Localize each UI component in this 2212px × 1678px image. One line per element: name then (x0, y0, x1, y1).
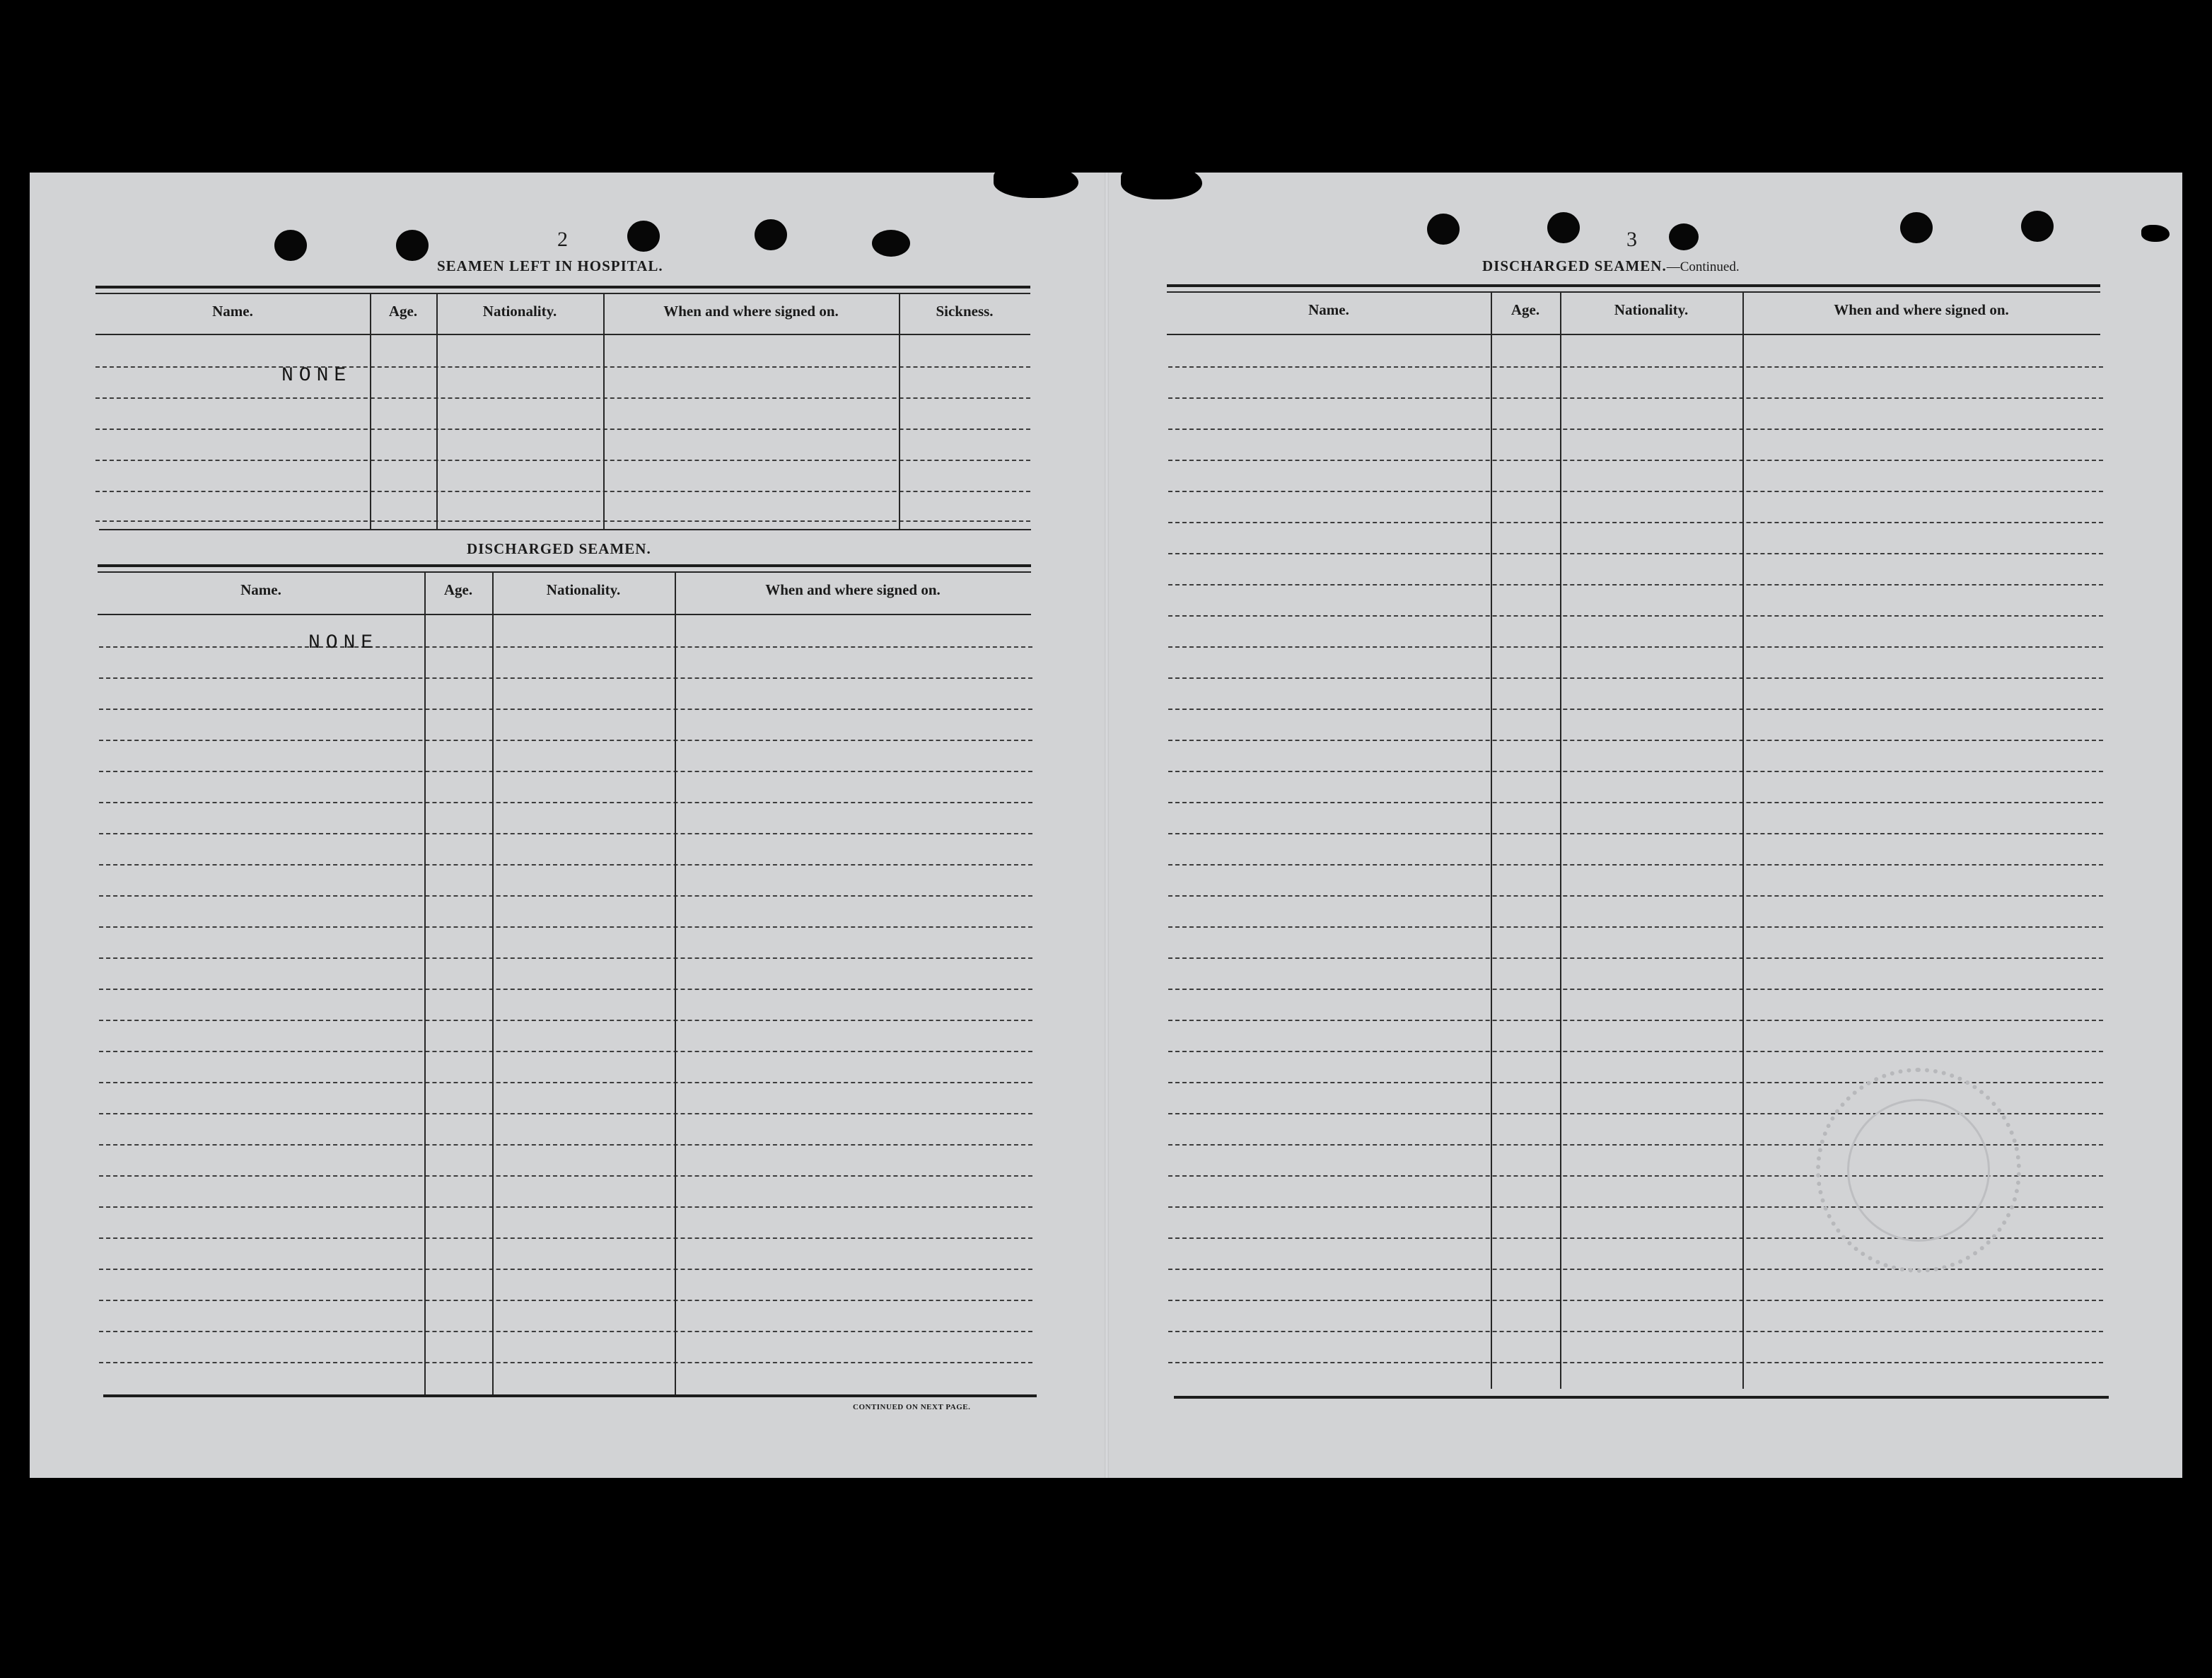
continued-col-nationality: Nationality. (1614, 301, 1689, 318)
continued-entry-line (1168, 926, 2103, 928)
discharged-entry-line (99, 709, 1032, 710)
continued-entry-line (1168, 802, 2103, 803)
discharged-col-age: Age. (443, 581, 473, 598)
continued-entry-line (1168, 771, 2103, 772)
discharged-entry-line (99, 1300, 1032, 1301)
faded-stamp-inner (1847, 1099, 1990, 1242)
continued-col-signed-on: When and where signed on. (1834, 301, 2009, 318)
continued-entry-line (1168, 1051, 2103, 1052)
discharged-entry-line (99, 926, 1032, 928)
hospital-table-bottom-rule (99, 529, 1031, 530)
hospital-entry-none: NONE (281, 365, 352, 387)
center-fold (1105, 173, 1109, 1478)
discharged-entry-line (99, 957, 1032, 959)
continued-entry-line (1168, 864, 2103, 866)
binder-hole (1900, 212, 1933, 243)
discharged-entry-line (99, 1051, 1032, 1052)
discharged-entry-line (99, 1175, 1032, 1177)
discharged-col-divider (424, 571, 426, 1394)
discharged-entry-line (99, 1362, 1032, 1363)
discharged-entry-line (99, 1082, 1032, 1083)
hospital-entry-line (95, 397, 1030, 399)
discharged-continued-title (1482, 257, 1740, 275)
binder-hole (2021, 211, 2054, 242)
document-sheet (30, 173, 2182, 1478)
discharged-col-divider (492, 571, 494, 1394)
continued-entry-line (1168, 1331, 2103, 1332)
discharged-entry-line (99, 864, 1032, 866)
discharged-entry-line (99, 833, 1032, 834)
hospital-col-nationality: Nationality. (482, 303, 557, 320)
continued-entry-line (1168, 895, 2103, 897)
continued-col-divider (1560, 291, 1561, 1389)
continued-entry-line (1168, 677, 2103, 679)
discharged-entry-line (99, 646, 1032, 648)
continued-header-rule (1167, 334, 2100, 335)
hospital-col-divider (899, 293, 900, 529)
faded-stamp (1816, 1068, 2021, 1273)
paper-tear (994, 164, 1078, 198)
continued-entry-line (1168, 709, 2103, 710)
discharged-entry-line (99, 1020, 1032, 1021)
discharged-table-top-rule (98, 564, 1031, 567)
discharged-entry-line (99, 771, 1032, 772)
discharged-entry-line (99, 1206, 1032, 1208)
hospital-table-top-rule (95, 293, 1030, 294)
hospital-col-age: Age. (388, 303, 418, 320)
continued-entry-line (1168, 1362, 2103, 1363)
continued-entry-line (1168, 584, 2103, 585)
binder-hole (1547, 212, 1580, 243)
hospital-col-sickness: Sickness. (936, 303, 994, 320)
continued-col-divider (1742, 291, 1744, 1389)
discharged-section-title: DISCHARGED SEAMEN. (467, 540, 651, 557)
page-number: 3 (1626, 228, 1637, 251)
hospital-entry-line (95, 460, 1030, 461)
continued-entry-line (1168, 553, 2103, 554)
continued-entry-line (1168, 1269, 2103, 1270)
discharged-table-top-rule (98, 571, 1031, 573)
binder-hole (755, 219, 787, 250)
hospital-entry-line (95, 429, 1030, 430)
continued-entry-line (1168, 429, 2103, 430)
continued-entry-line (1168, 491, 2103, 492)
discharged-col-name: Name. (240, 581, 281, 598)
binder-hole (1669, 223, 1699, 250)
continued-note: CONTINUED ON NEXT PAGE. (853, 1403, 971, 1411)
continued-entry-line (1168, 397, 2103, 399)
discharged-entry-line (99, 802, 1032, 803)
binder-hole (396, 230, 429, 261)
discharged-entry-line (99, 895, 1032, 897)
discharged-entry-line (99, 1113, 1032, 1114)
discharged-entry-line (99, 1144, 1032, 1146)
continued-entry-line (1168, 366, 2103, 368)
hospital-header-rule (95, 334, 1030, 335)
hospital-col-name: Name. (212, 303, 253, 320)
discharged-entry-line (99, 677, 1032, 679)
continued-entry-line (1168, 646, 2103, 648)
page-number: 2 (557, 228, 568, 251)
continued-col-divider (1491, 291, 1492, 1389)
paper-tear (1121, 164, 1202, 199)
hospital-col-divider (370, 293, 371, 529)
discharged-col-nationality: Nationality. (546, 581, 621, 598)
hospital-table-top-rule (95, 286, 1030, 289)
continued-entry-line (1168, 833, 2103, 834)
binder-hole (1427, 214, 1460, 245)
discharged-col-signed-on: When and where signed on. (765, 581, 941, 598)
continued-col-age: Age. (1510, 301, 1540, 318)
discharged-entry-line (99, 1331, 1032, 1332)
hospital-col-divider (603, 293, 605, 529)
discharged-entry-line (99, 1237, 1032, 1239)
hospital-entry-line (95, 491, 1030, 492)
continued-table-top-rule (1167, 284, 2100, 287)
continued-table-top-rule (1167, 291, 2100, 293)
continued-entry-line (1168, 522, 2103, 523)
discharged-entry-line (99, 740, 1032, 741)
binder-hole (274, 230, 307, 261)
discharged-table-bottom-rule (103, 1394, 1037, 1397)
discharged-header-rule (98, 614, 1031, 615)
discharged-entry-line (99, 1269, 1032, 1270)
discharged-entry-none: NONE (308, 632, 379, 654)
continued-entry-line (1168, 1020, 2103, 1021)
discharged-continued-suffix: —Continued. (1666, 260, 1740, 274)
continued-entry-line (1168, 989, 2103, 990)
continued-entry-line (1168, 615, 2103, 617)
binder-hole (872, 230, 910, 257)
hospital-section-title: SEAMEN LEFT IN HOSPITAL. (437, 257, 663, 274)
discharged-entry-line (99, 989, 1032, 990)
continued-table-bottom-rule (1174, 1396, 2109, 1399)
continued-entry-line (1168, 957, 2103, 959)
paper-tear (2141, 225, 2170, 242)
hospital-col-signed-on: When and where signed on. (663, 303, 839, 320)
continued-entry-line (1168, 1300, 2103, 1301)
continued-entry-line (1168, 460, 2103, 461)
hospital-col-divider (436, 293, 438, 529)
continued-col-name: Name. (1308, 301, 1349, 318)
binder-hole (627, 221, 660, 252)
hospital-entry-line (95, 366, 1030, 368)
continued-entry-line (1168, 740, 2103, 741)
discharged-continued-title-main: DISCHARGED SEAMEN. (1482, 257, 1667, 274)
hospital-entry-line (95, 520, 1030, 522)
discharged-col-divider (675, 571, 676, 1394)
